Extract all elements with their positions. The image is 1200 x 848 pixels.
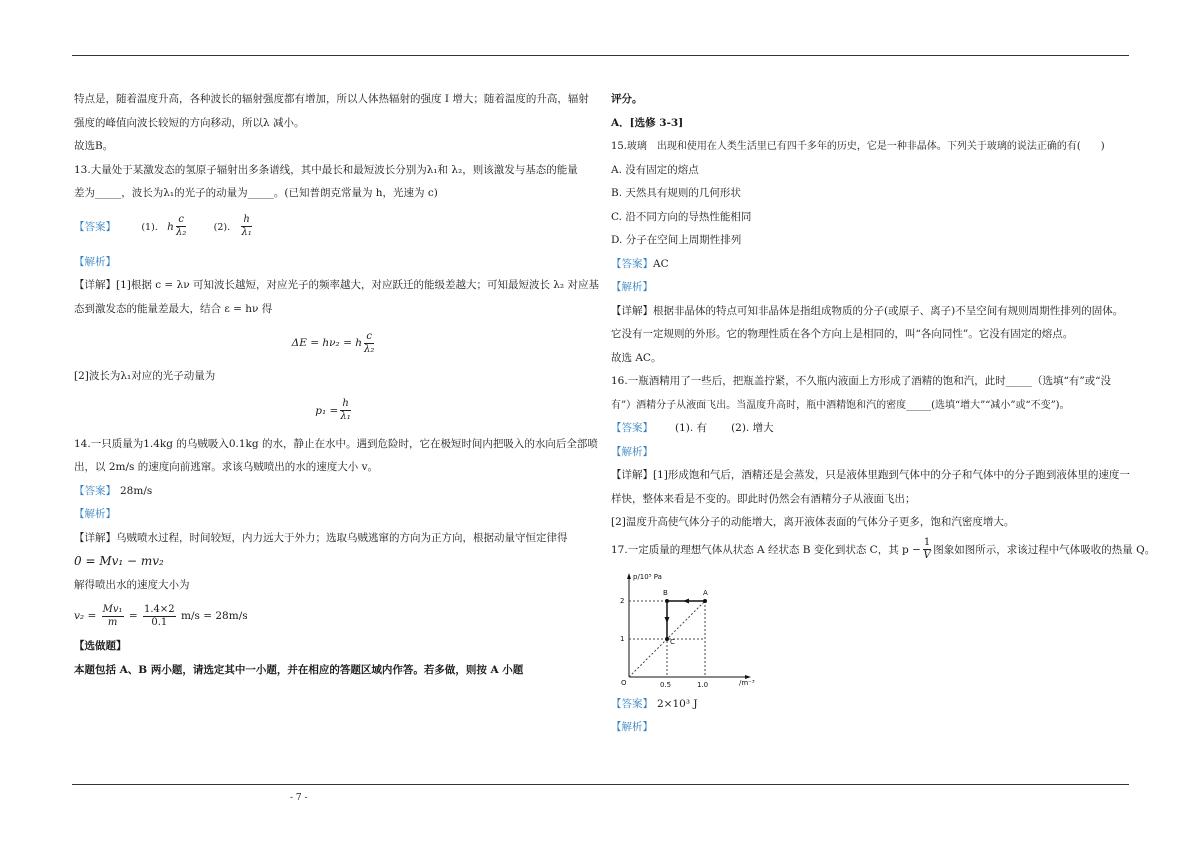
analysis-tag: 【解析】	[74, 255, 116, 268]
equation-velocity: v₂ = $\frac{\text{Mv₁}}{m}$ = $\frac{1.4\times 2}{0.1}$ m/s = 28m/s	[74, 603, 248, 628]
fraction: $\frac{\text{Mv₁}}{m}$	[102, 603, 123, 628]
section-title: A．[选修 3-3]	[611, 116, 684, 129]
question-14-line-1: 14.一只质量为1.4kg 的乌贼吸入0.1kg 的水，静止在水中。遇到危险时，它在极短时间内把吸入的水向后全部喷	[74, 437, 598, 450]
optional-section-title: 【选做题】	[74, 640, 127, 652]
option-d: D. 分子在空间上周期性排列	[611, 234, 742, 246]
text-line: 故选B。	[74, 140, 114, 152]
option-b: B. 天然具有规则的几何形状	[611, 187, 741, 199]
point-label: B	[663, 588, 668, 597]
text-line: 它没有一定规则的外形。它的物理性质在各个方向上是相同的，叫“各向同性”。它没有固定的熔点。	[611, 328, 1074, 340]
question-14-line-2: 出，以 2m/s 的速度向前逃窜。求该乌贼喷出的水的速度大小 v。	[74, 461, 379, 473]
answer-14: 【答案】 28m/s	[74, 484, 153, 497]
fraction: $\frac{c}{\text{λ₂}}$	[363, 330, 375, 355]
point-c	[665, 637, 669, 641]
answer-13: 【答案】 (1). h $\frac{c}{\text{λ₂}}$ (2). $\frac{h}{\text{λ₁}}$	[74, 214, 252, 238]
analysis-tag: 【解析】	[74, 508, 116, 520]
answer-15: 【答案】AC	[611, 257, 669, 270]
text-line: [2]波长为λ₁对应的光子动量为	[74, 370, 216, 382]
fraction: $\frac{1.4\times 2}{0.1}$	[144, 603, 175, 628]
origin-label: O	[621, 678, 627, 687]
optional-section-text: 本题包括 A、B 两小题，请选定其中一小题，并在相应的答题区域内作答。若多做，则按 A 小题	[74, 663, 524, 676]
p-1v-graph	[617, 569, 767, 687]
fraction: $\frac{1}{V}$	[923, 537, 931, 561]
answer-17: 【答案】 2×10³ J	[611, 697, 698, 710]
left-column	[74, 88, 599, 682]
text-line: 评分。	[611, 93, 643, 105]
fraction: $\frac{h}{\text{λ₁}}$	[340, 398, 351, 422]
fraction: $\frac{h}{\text{λ₁}}$	[241, 214, 252, 238]
arrow-icon	[665, 617, 670, 623]
point-b	[665, 599, 669, 603]
detail-line: 【详解】根据非晶体的特点可知非晶体是指组成物质的分子(或原子、离子)不呈空间有规则周期性排列的固体。	[611, 304, 1124, 317]
footer-rule	[72, 784, 1129, 785]
answer-16: 【答案】 (1). 有 (2). 增大	[611, 422, 774, 434]
tick-label: 1	[620, 634, 625, 643]
text-line: 态到激发态的能量差最大，结合 ε = hν 得	[74, 302, 273, 315]
point-label: C	[670, 637, 675, 646]
detail-line: 【详解】[1]形成饱和气后，酒精还是会蒸发，只是液体里跑到气体中的分子和气体中的分子跑到液体里的速度一	[611, 469, 1130, 481]
arrow-icon	[683, 598, 689, 603]
option-c: C. 沿不同方向的导热性能相同	[611, 210, 752, 223]
answer-tag: 【答案】	[74, 220, 116, 233]
analysis-tag: 【解析】	[611, 281, 653, 293]
detail-line: 【详解】[1]根据 c = λν 可知波长越短，对应光子的频率越大，对应跃迁的能级差越大；可知最短波长 λ₂ 对应基	[74, 279, 599, 291]
question-16-line-1: 16.一瓶酒精用了一些后，把瓶盖拧紧，不久瓶内液面上方形成了酒精的饱和汽，此时_____（选填“有”或“没	[611, 375, 1112, 387]
detail-line: 【详解】乌贼喷水过程，时间较短，内力远大于外力；选取乌贼逃窜的方向为正方向，根据动量守恒定律得	[74, 531, 568, 544]
tick-label: 2	[620, 596, 625, 605]
tick-label: 1.0	[697, 680, 709, 687]
y-axis-label: p/10⁵ Pa	[633, 572, 662, 581]
question-15: 15.玻璃 出现和使用在人类生活里已有四千多年的历史，它是一种非晶体。下列关于玻璃的说法正确的有( )	[611, 141, 1105, 152]
question-16-line-2: 有”）酒精分子从液面飞出。当温度升高时，瓶中酒精饱和汽的密度_____(选填“增大”“减小”或“不变”)。	[611, 399, 1070, 411]
question-13-line-1: 13.大量处于某激发态的氢原子辐射出多条谱线，其中最长和最短波长分别为λ₁和 λ₂，则该激发与基态的能量	[74, 163, 578, 176]
question-17: 17.一定质量的理想气体从状态 A 经状态 B 变化到状态 C，其 p − $\frac{1}{V}$ 图象如图所示，求该过程中气体吸收的热量 Q。	[611, 537, 1156, 561]
analysis-tag: 【解析】	[611, 721, 653, 733]
question-13-line-2: 差为_____，波长为λ₁的光子的动量为_____。(已知普朗克常量为 h，光速为 c)	[74, 187, 438, 199]
y-axis-arrow-icon	[627, 573, 631, 579]
text-line: 解得喷出水的速度大小为	[74, 578, 190, 591]
text-line: 特点是，随着温度升高，各种波长的辐射强度都有增加，所以人体热辐射的强度 I 增大；随着温度的升高，辐射	[74, 93, 589, 105]
option-a: A. 没有固定的熔点	[611, 163, 699, 176]
text-line: 故选 AC。	[611, 351, 662, 364]
equation-momentum: p₁ = $\frac{h}{\text{λ₁}}$	[315, 398, 351, 422]
right-column	[611, 88, 1156, 740]
x-axis-label: /m⁻³	[739, 678, 755, 687]
point-a	[703, 599, 707, 603]
text-line: [2]温度升高使气体分子的动能增大，离开液体表面的气体分子更多，饱和汽密度增大。	[611, 516, 1015, 528]
header-rule	[72, 55, 1129, 56]
fraction: $\frac{c}{\text{λ₂}}$	[175, 214, 187, 238]
text-line: 样快，整体来看是不变的。即此时仍然会有酒精分子从液面飞出；	[611, 492, 916, 505]
text-line: 强度的峰值向波长较短的方向移动，所以λ 减小。	[74, 116, 305, 129]
analysis-tag: 【解析】	[611, 445, 653, 458]
page-number: - 7 -	[290, 793, 308, 803]
equation-momentum-conservation: 0 = Mv₁ − mv₂	[74, 554, 164, 568]
equation-energy: ΔE = hν₂ = h $\frac{c}{\text{λ₂}}$	[291, 330, 375, 355]
point-label: A	[703, 588, 708, 597]
tick-label: 0.5	[660, 680, 672, 687]
